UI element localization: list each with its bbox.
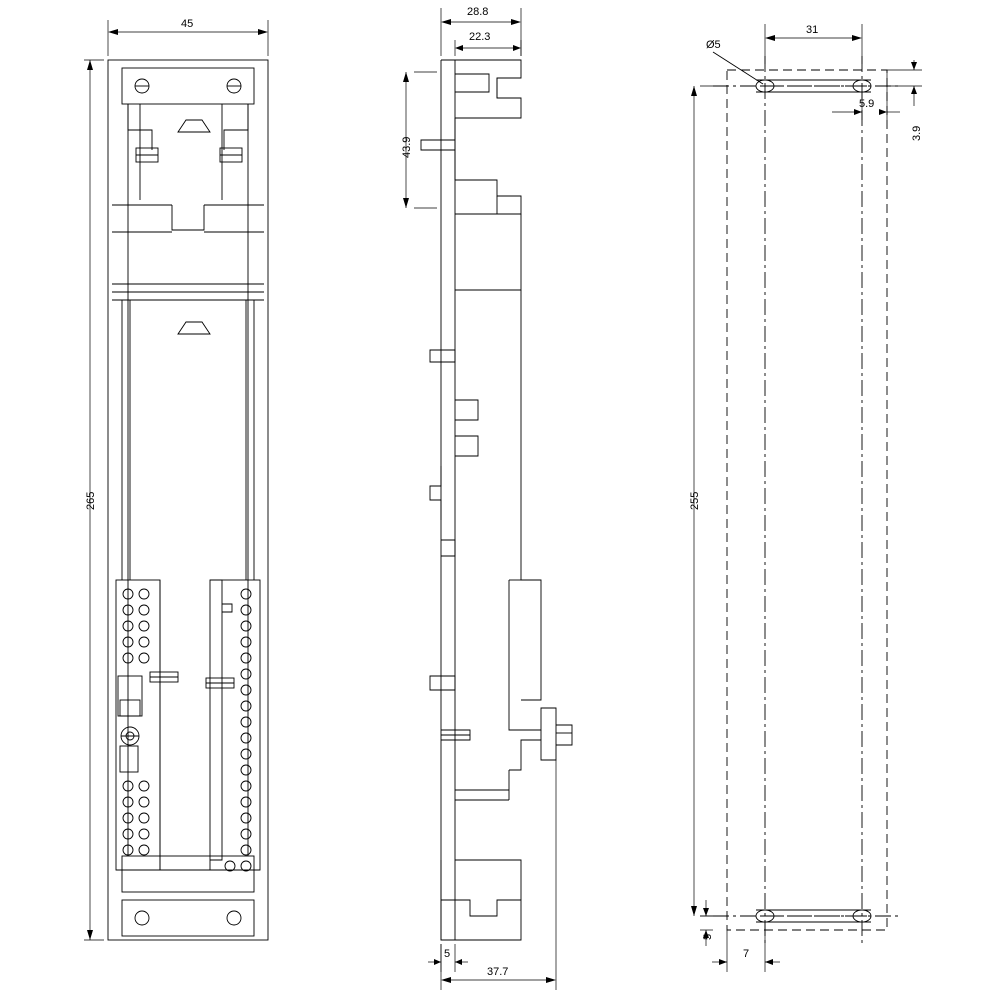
dimension-bottom-edge-offset: 5	[702, 933, 714, 940]
dimension-hole-edge-offset: 5.9	[859, 98, 875, 110]
dimension-front-width: 45	[181, 18, 194, 30]
terminal-holes-right	[225, 589, 251, 871]
dimension-hole-diameter: Ø5	[706, 39, 721, 51]
dimension-side-inner-width: 22.3	[469, 31, 491, 43]
side-view-geometry	[421, 60, 572, 940]
mounting-holes	[756, 80, 871, 922]
dimension-side-bottom-offset: 5	[444, 948, 451, 960]
dimension-side-total-depth: 37.7	[487, 966, 509, 978]
dimension-front-height: 265	[85, 491, 97, 510]
front-view-dimensions	[84, 20, 268, 940]
dimension-bottom-hole-offset: 7	[743, 948, 750, 960]
dimension-side-top-height: 43.9	[401, 136, 413, 158]
dimension-side-top-width: 28.8	[467, 6, 489, 18]
dimension-hole-spacing-horizontal: 31	[806, 24, 819, 36]
dimension-pattern-height: 255	[689, 491, 701, 510]
side-view-dimensions	[403, 8, 556, 990]
terminal-holes-left	[123, 589, 149, 855]
dimension-hole-top-offset: 3.9	[911, 125, 923, 141]
mounting-pattern-geometry	[713, 52, 901, 944]
front-view-geometry	[108, 60, 268, 940]
